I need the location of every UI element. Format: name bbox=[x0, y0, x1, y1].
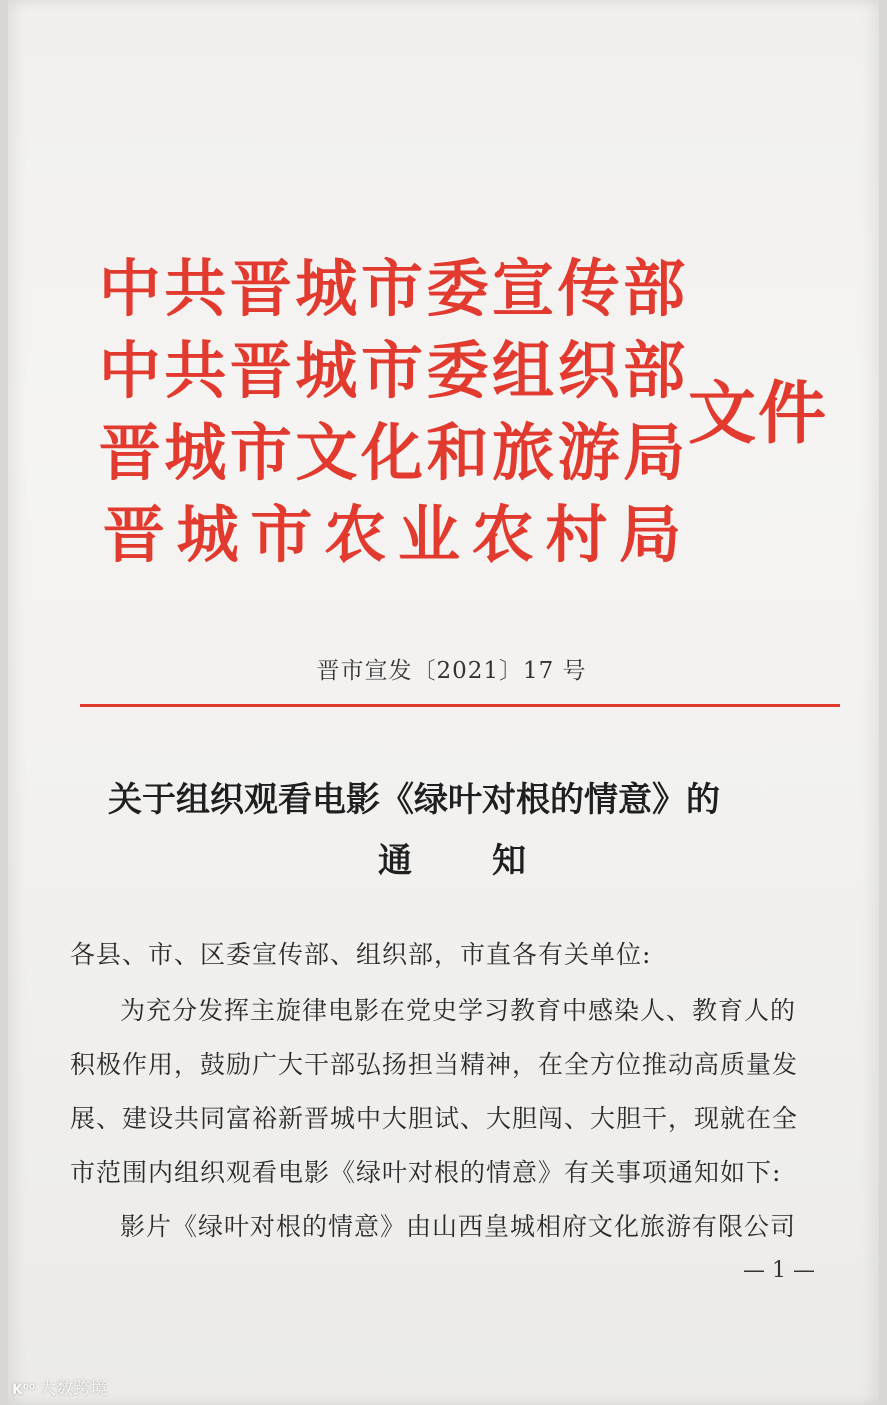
paragraph-1-line-2: 积极作用，鼓励广大干部弘扬担当精神，在全方位推动高质量发 bbox=[70, 1050, 799, 1079]
paragraph-1-line-1: 为充分发挥主旋律电影在党史学习教育中感染人、教育人的 bbox=[120, 996, 797, 1025]
document-type-label: 文件 bbox=[688, 375, 829, 454]
issuer-line-3: 晋城市文化和旅游局 bbox=[98, 416, 688, 489]
watermark-text: 大数跨境 bbox=[39, 1379, 108, 1399]
salutation: 各县、市、区委宣传部、组织部，市直各有关单位: bbox=[70, 940, 652, 969]
issuer-line-2: 中共晋城市委组织部 bbox=[98, 334, 688, 407]
page-number: — 1 — bbox=[743, 1258, 815, 1283]
issuer-line-1: 中共晋城市委宣传部 bbox=[98, 252, 688, 325]
watermark bbox=[12, 1374, 107, 1399]
red-divider bbox=[80, 704, 840, 707]
paragraph-1-line-4: 市范围内组织观看电影《绿叶对根的情意》有关事项通知如下: bbox=[70, 1158, 782, 1187]
paragraph-1-line-3: 展、建设共同富裕新晋城中大胆试、大胆闯、大胆干，现就在全 bbox=[70, 1104, 799, 1133]
notice-title-line-1: 关于组织观看电影《绿叶对根的情意》的 bbox=[108, 780, 720, 820]
document-number: 晋市宣发〔2021〕17 号 bbox=[316, 658, 587, 684]
issuing-organizations bbox=[98, 248, 688, 576]
watermark-logo-icon: K⁰⁰ bbox=[12, 1382, 36, 1398]
document-page bbox=[8, 0, 879, 1405]
issuer-line-4: 晋 城 市 农 业 农 村 局 bbox=[102, 498, 684, 571]
notice-title-line-2: 通知 bbox=[378, 841, 606, 881]
paragraph-2-line-1: 影片《绿叶对根的情意》由山西皇城相府文化旅游有限公司 bbox=[120, 1212, 797, 1241]
